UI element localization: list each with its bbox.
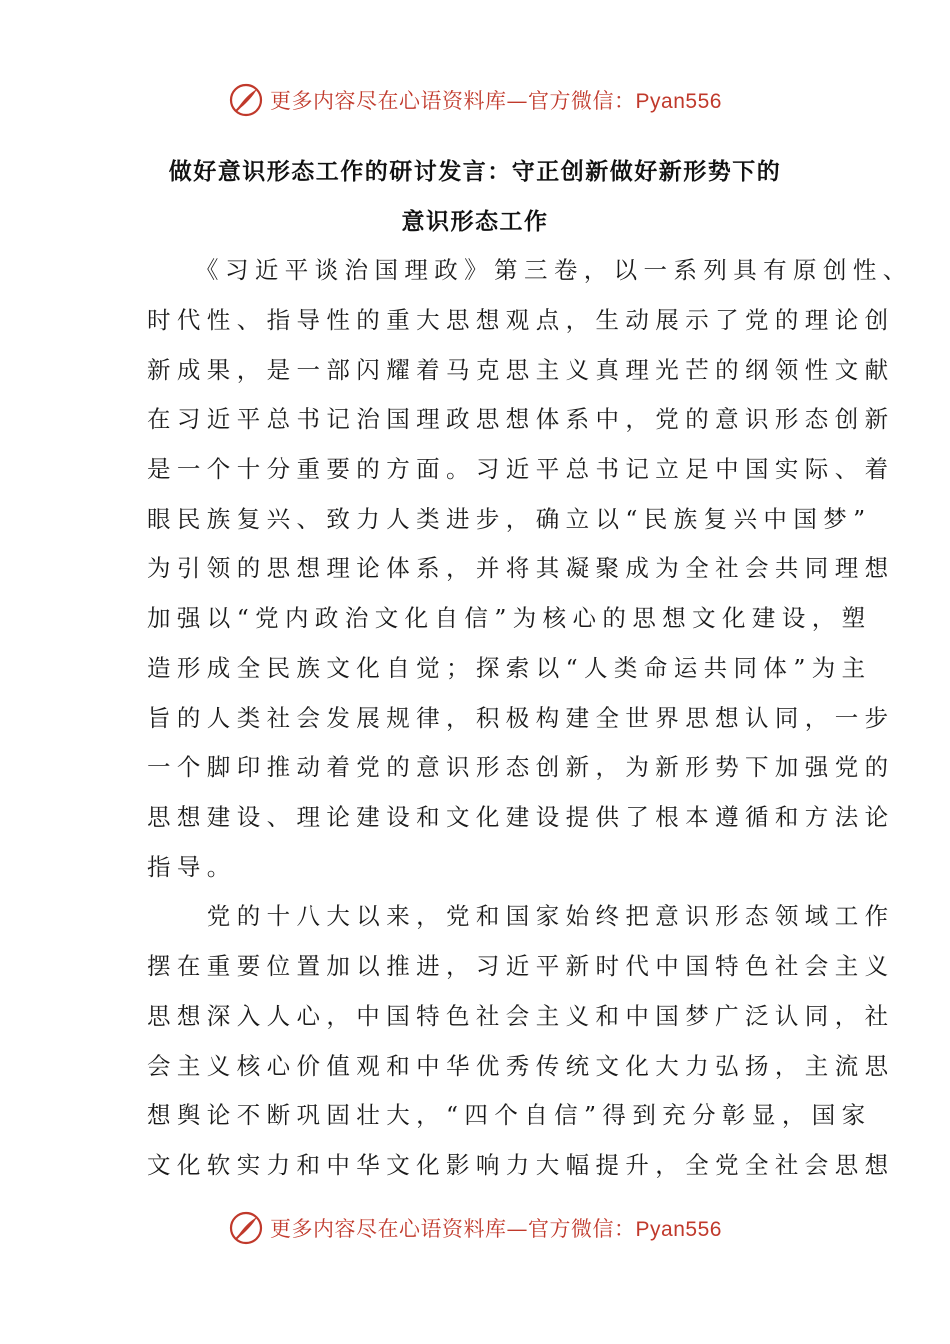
- body-line: 摆在重要位置加以推进，习近平新时代中国特色社会主义: [147, 952, 895, 980]
- body-line: 为引领的思想理论体系，并将其凝聚成为全社会共同理想: [147, 554, 895, 582]
- watermark-banner-top: [0, 80, 950, 120]
- body-line: 思想深入人心，中国特色社会主义和中国梦广泛认同，社: [147, 1002, 895, 1030]
- body-line: 思想建设、理论建设和文化建设提供了根本遵循和方法论: [147, 803, 895, 831]
- body-line: 造形成全民族文化自觉；探索以“人类命运共同体”为主: [147, 654, 872, 682]
- body-line: 时代性、指导性的重大思想观点，生动展示了党的理论创: [147, 306, 895, 334]
- watermark-text: 更多内容尽在心语资料库—官方微信：Pyan556: [270, 1217, 722, 1241]
- body-line: 新成果，是一部闪耀着马克思主义真理光芒的纲领性文献: [147, 356, 895, 384]
- body-line: 是一个十分重要的方面。习近平总书记立足中国实际、着: [147, 455, 895, 483]
- body-line: 指导。: [147, 853, 237, 881]
- quill-pen-icon: [228, 1210, 264, 1246]
- document-title-line-1: 做好意识形态工作的研讨发言：守正创新做好新形势下的: [168, 159, 782, 185]
- body-line: 《习近平谈治国理政》第三卷，以一系列具有原创性、: [147, 256, 913, 284]
- document-title-line-2: 意识形态工作: [401, 209, 549, 235]
- body-line: 眼民族复兴、致力人类进步，确立以“民族复兴中国梦”: [147, 505, 872, 533]
- body-line: 一个脚印推动着党的意识形态创新，为新形势下加强党的: [147, 753, 895, 781]
- body-line: 文化软实力和中华文化影响力大幅提升，全党全社会思想: [147, 1151, 895, 1179]
- body-line: 加强以“党内政治文化自信”为核心的思想文化建设，塑: [147, 604, 872, 632]
- body-line: 想舆论不断巩固壮大，“四个自信”得到充分彰显，国家: [147, 1101, 872, 1129]
- quill-pen-icon: [228, 82, 264, 118]
- body-line: 会主义核心价值观和中华优秀传统文化大力弘扬，主流思: [147, 1052, 895, 1080]
- body-line: 旨的人类社会发展规律，积极构建全世界思想认同，一步: [147, 704, 895, 732]
- body-line: 党的十八大以来，党和国家始终把意识形态领域工作: [147, 902, 895, 930]
- watermark-banner-bottom: [0, 1208, 950, 1248]
- body-line: 在习近平总书记治国理政思想体系中，党的意识形态创新: [147, 405, 895, 433]
- watermark-text: 更多内容尽在心语资料库—官方微信：Pyan556: [270, 89, 722, 113]
